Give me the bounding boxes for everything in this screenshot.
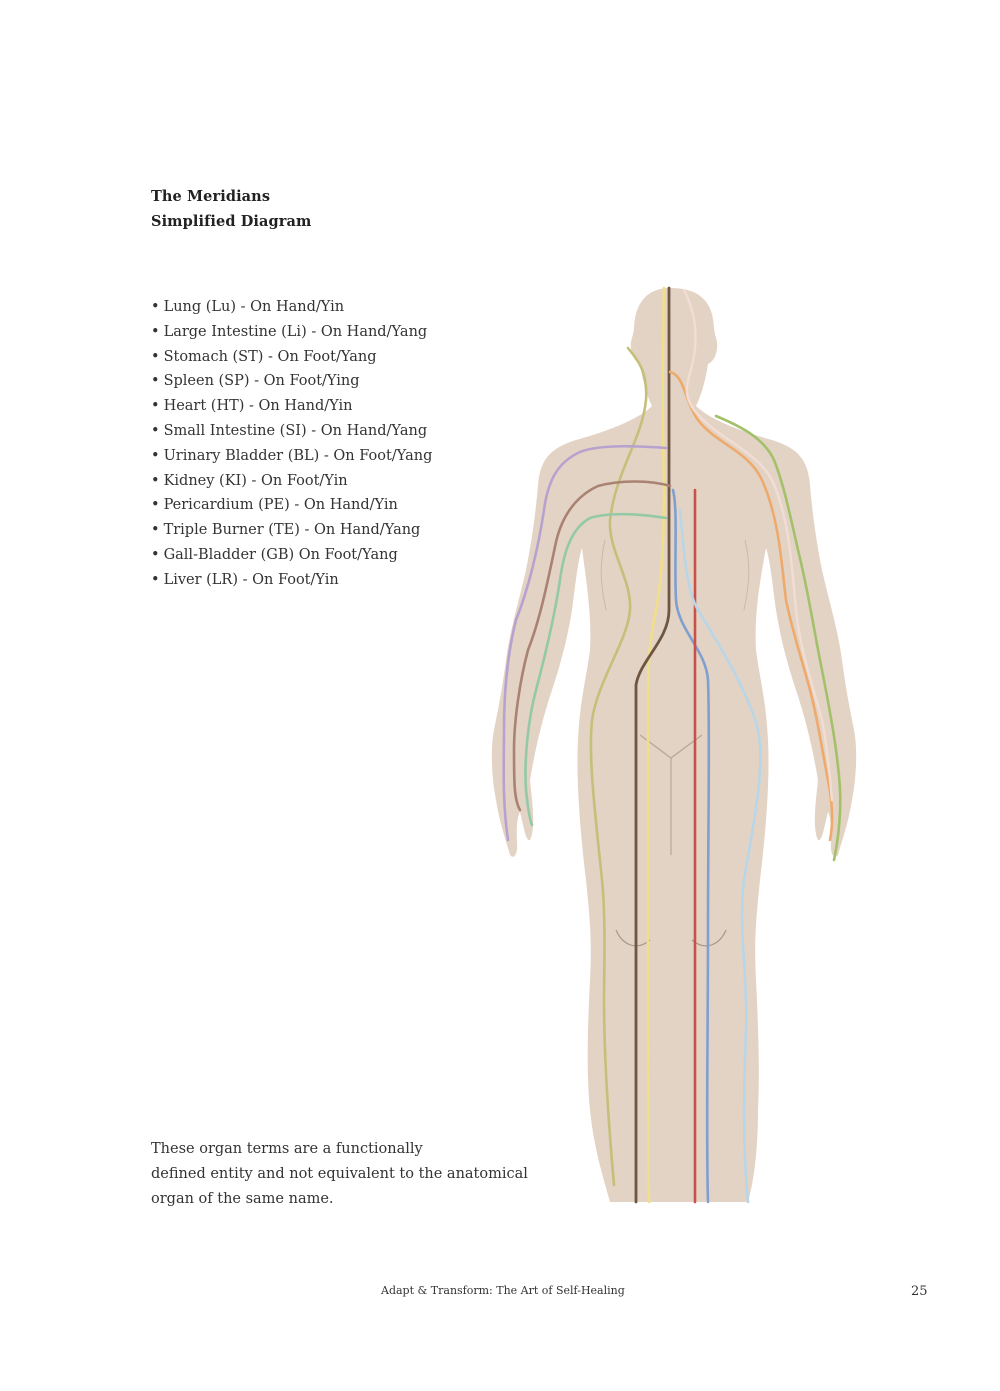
footnote-line: These organ terms are a functionally [151,1141,423,1157]
list-item: • Gall-Bladder (GB) On Foot/Yang [151,546,398,563]
list-item: • Heart (HT) - On Hand/Yin [151,398,353,415]
body-illustration [480,280,880,1210]
running-footer-title: Adapt & Transform: The Art of Self-Healing [381,1284,625,1297]
heading [151,184,311,234]
bullet: • [151,422,160,439]
meridian-body-diagram [480,280,880,1210]
footnote-line: organ of the same name. [151,1191,334,1207]
list-item: • Liver (LR) - On Foot/Yin [151,571,339,588]
list-item: • Triple Burner (TE) - On Hand/Yang [151,522,421,539]
bullet: • [151,447,160,464]
footnote [151,1137,528,1212]
bullet: • [151,497,160,514]
list-item: • Large Intestine (Li) - On Hand/Yang [151,323,428,340]
meridian-list [151,295,432,593]
bullet: • [151,546,160,563]
list-item: • Lung (Lu) - On Hand/Yin [151,299,345,315]
bullet: • [151,472,160,489]
bullet: • [151,323,160,340]
bullet: • [151,571,160,588]
page-number: 25 [911,1284,928,1299]
bullet: • [151,522,160,539]
page-title: The Meridians [151,188,271,205]
footnote-line: defined entity and not equivalent to the anatomical [151,1166,528,1182]
list-item: • Stomach (ST) - On Foot/Yang [151,348,377,365]
bullet: • [151,348,160,365]
list-item: • Kidney (KI) - On Foot/Yin [151,472,348,489]
bullet: • [151,398,160,415]
list-item: • Pericardium (PE) - On Hand/Yin [151,497,398,514]
page-subtitle: Simplified Diagram [151,213,312,230]
body-silhouette [492,288,856,1202]
bullet: • [151,373,160,390]
list-item: • Urinary Bladder (BL) - On Foot/Yang [151,447,433,464]
list-item: • Small Intestine (SI) - On Hand/Yang [151,422,428,439]
bullet: • [151,299,160,315]
list-item: • Spleen (SP) - On Foot/Ying [151,373,360,390]
